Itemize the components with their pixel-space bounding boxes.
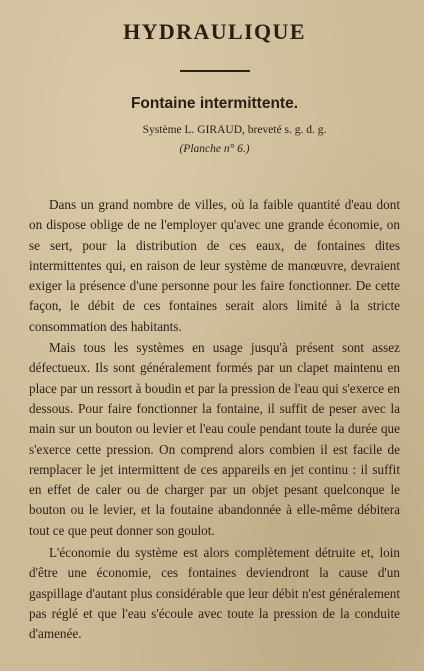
plate-reference: (Planche n° 6.) bbox=[179, 143, 250, 155]
system-credit: Système L. GIRAUD, breveté s. g. d. g. bbox=[142, 124, 327, 136]
paragraph: Dans un grand nombre de villes, où la faible quantité d'eau dont on dispose oblige de ne l'employer qu'avec une grande économie, on se sert, pour la distribution de ces eaux, de fontaines dites intermittentes qui, en raison de leur système de manœuvre, devraient exiger la présence d'une personne pour les faire fonctionner. De cette façon, le débit de ces fontaines serait alors limité à la stricte consommation des habitants. bbox=[29, 197, 400, 334]
paragraph: L'économie du système est alors complètement détruite et, loin d'être une économie, ces fontaines deviendront la cause d'un gaspillage d'autant plus considérable que leur débit n'est généralement pas réglé et que l'eau s'écoule avec toute la pression de la conduite d'amenée. bbox=[29, 545, 400, 642]
article-body bbox=[29, 195, 400, 645]
title-divider bbox=[180, 70, 250, 72]
article-title: Fontaine intermittente. bbox=[130, 95, 299, 112]
paragraph: Mais tous les systèmes en usage jusqu'à présent sont assez défectueux. Ils sont généralement formés par un clapet maintenu en place par un ressort à boudin et par la pression de l'eau qui s'exerce en dessous. Pour faire fonctionner la fontaine, il suffit de peser avec la main sur un bouton ou levier et l'eau coule pendant toute la durée que s'exerce cette pression. On comprend alors combien il est facile de remplacer le jet intermittent de ces appareils en jet continu : il suffit en effet de caler ou de charger par un objet pesant quelconque le bouton ou le levier, et la foutaine abandonnée à elle-même débitera tout ce que peut donner son goulot. bbox=[29, 340, 400, 538]
page-title: HYDRAULIQUE bbox=[123, 19, 306, 44]
